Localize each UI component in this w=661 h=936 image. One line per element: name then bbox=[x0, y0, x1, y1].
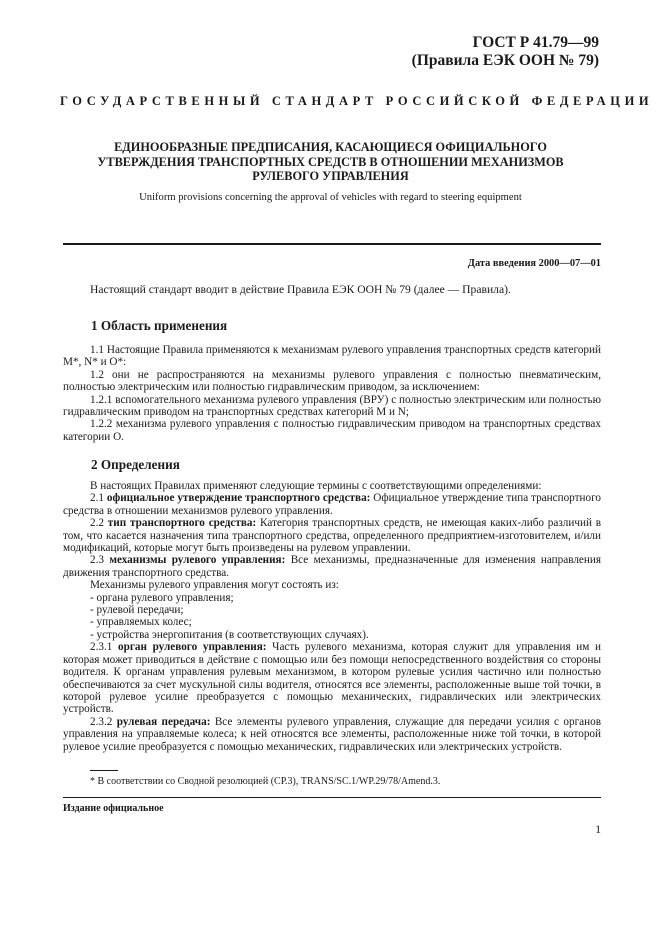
footnote: * В соответствии со Сводной резолюцией (СР.3), TRANS/SC.1/WP.29/78/Amend.3. bbox=[90, 776, 441, 787]
term: механизмы рулевого управления: bbox=[109, 554, 286, 567]
title-line-3: РУЛЕВОГО УПРАВЛЕНИЯ bbox=[252, 169, 409, 183]
page-number: 1 bbox=[595, 824, 601, 836]
list-item: - управляемых колес; bbox=[90, 616, 192, 629]
title-line-2: УТВЕРЖДЕНИЯ ТРАНСПОРТНЫХ СРЕДСТВ В ОТНОШЕНИИ МЕХАНИЗМОВ bbox=[97, 154, 564, 169]
clause-2-3-1 bbox=[63, 641, 601, 715]
definition: Категория транспортных средств, не имеющая каких-либо различий в том, что касается назначения типа транспортного средства, определенного предприятием-изготовителем, и/или модификаций, которые могут быть произведены на рулевом управлении. bbox=[63, 517, 602, 555]
section-2-heading: 2 Определения bbox=[91, 457, 180, 472]
section-1-body bbox=[63, 344, 601, 443]
list-item: - рулевой передачи; bbox=[90, 604, 184, 617]
term: рулевая передача: bbox=[116, 715, 211, 728]
title-line-1: ЕДИНООБРАЗНЫЕ ПРЕДПИСАНИЯ, КАСАЮЩИЕСЯ ОФИЦИАЛЬНОГО bbox=[114, 140, 547, 154]
list-item: - устройства энергопитания (в соответствующих случаях). bbox=[90, 628, 369, 641]
section-1-heading: 1 Область применения bbox=[91, 318, 228, 333]
header-divider bbox=[63, 243, 601, 245]
footnote-divider bbox=[90, 770, 118, 771]
clause-1-2: 1.2 они не распространяются на механизмы рулевого управления с полностью пневматическим, полностью электрическим или полностью гидравлическим приводом, за исключением: bbox=[63, 368, 601, 394]
regulation-number: (Правила ЕЭК ООН № 79) bbox=[411, 52, 599, 69]
definition: Все механизмы, предназначенные для изменения направления движения транспортного средства. bbox=[63, 554, 601, 579]
list-item: - органа рулевого управления; bbox=[90, 591, 234, 604]
english-title: Uniform provisions concerning the approval of vehicles with regard to steering equipment bbox=[139, 192, 522, 203]
clause-number: 2.3 bbox=[90, 554, 104, 567]
clause-2-1 bbox=[63, 492, 601, 517]
state-standard-banner: ГОСУДАРСТВЕННЫЙ СТАНДАРТ РОССИЙСКОЙ ФЕДЕРАЦИИ bbox=[60, 94, 654, 108]
document-title bbox=[80, 140, 581, 184]
composition-lead: Механизмы рулевого управления могут состоять из: bbox=[90, 579, 339, 592]
clause-number: 2.3.2 bbox=[90, 715, 113, 728]
standard-number: ГОСТ Р 41.79—99 bbox=[472, 34, 599, 51]
standard-code bbox=[412, 34, 599, 70]
section-2-body bbox=[63, 480, 601, 753]
clause-1-2-2: 1.2.2 механизма рулевого управления с полностью гидравлическим приводом на транспортных средствах категории O. bbox=[63, 418, 601, 443]
clause-2-3 bbox=[63, 554, 601, 579]
clause-1-2-1: 1.2.1 вспомогательного механизма рулевого управления (ВРУ) с полностью электрическим или полностью гидравлическим приводом на транспортных средствах категорий M и N; bbox=[63, 393, 601, 419]
clause-2-2 bbox=[63, 517, 601, 554]
clause-2-3-2 bbox=[63, 716, 601, 753]
clause-number: 2.1 bbox=[90, 492, 104, 505]
section-2-intro: В настоящих Правилах применяют следующие термины с соответствующими определениями: bbox=[90, 480, 542, 492]
definition: Официальное утверждение типа транспортного средства в отношении механизмов рулевого управления. bbox=[63, 492, 602, 517]
clause-number: 2.2 bbox=[90, 517, 104, 530]
clause-number: 2.3.1 bbox=[90, 641, 113, 654]
edition-label: Издание официальное bbox=[63, 803, 164, 814]
definition: Часть рулевого механизма, которая служит для управления им и которая может приводиться в действие с помощью или без помощи непосредственного воздействия со стороны водителя. К органам управления рулевым механизмом, в котором рулевые усилия частично или полностью обеспечиваются за счет мускульной силы водителя, относятся все элементы, расположенные выше той точки, в которой рулевое усилие преобразуется с помощью механических, гидравлических или электрических устройств. bbox=[63, 641, 602, 716]
term: орган рулевого управления: bbox=[118, 641, 267, 654]
term: тип транспортного средства: bbox=[107, 517, 257, 530]
term: официальное утверждение транспортного средства: bbox=[106, 492, 371, 505]
introduction-date: Дата введения 2000—07—01 bbox=[467, 258, 601, 269]
definition: Все элементы рулевого управления, служащие для передачи усилия с органов управления на управляемые колеса; к ней относятся все элементы, расположенные ниже той точки, в которой рулевое усилие преобразуется с помощью механических, гидравлических или электрических устройств. bbox=[63, 715, 601, 753]
clause-1-1: 1.1 Настоящие Правила применяются к механизмам рулевого управления транспортных средств категорий M*, N* и O*: bbox=[63, 344, 601, 369]
edition-divider bbox=[63, 797, 601, 798]
introduction-text: Настоящий стандарт вводит в действие Правила ЕЭК ООН № 79 (далее — Правила). bbox=[90, 283, 511, 296]
